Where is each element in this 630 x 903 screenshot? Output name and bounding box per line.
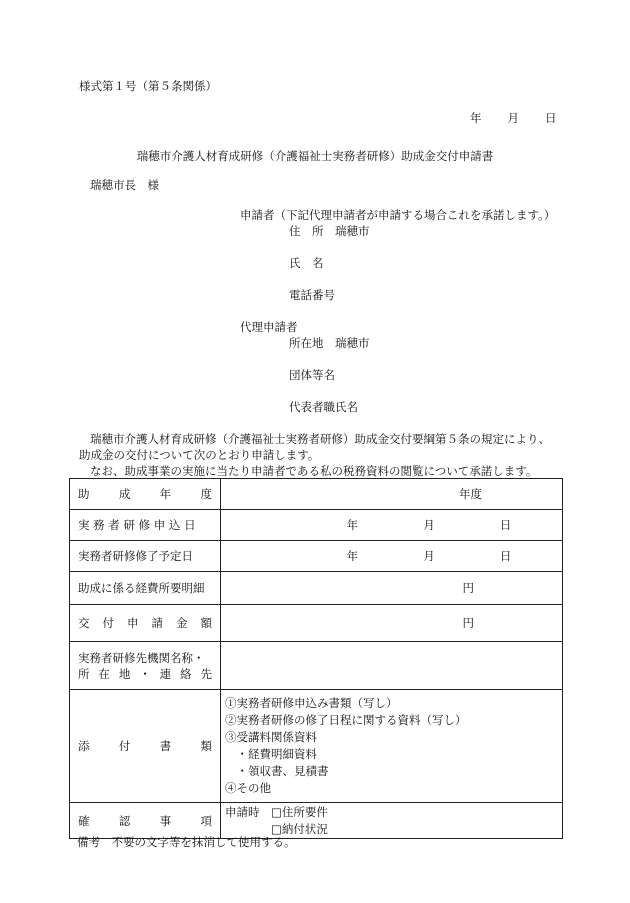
attachment-item: ④その他 bbox=[225, 781, 271, 795]
row-subsidy-year bbox=[70, 479, 563, 510]
apply-year: 年 bbox=[346, 518, 359, 532]
label-char: 付 bbox=[102, 616, 114, 630]
label-char: 成 bbox=[118, 487, 131, 501]
applicant-address: 住 所 瑞穂市 bbox=[289, 224, 370, 238]
attachment-item: ①実務者研修申込み書類（写し） bbox=[225, 696, 398, 710]
label-char: 連 bbox=[159, 666, 172, 681]
checkbox-payment-status[interactable]: □納付状況 bbox=[225, 821, 328, 836]
applicant-label: 申請者（下記代理申請者が申請する場合これを承諾します。） bbox=[240, 208, 556, 222]
grant-unit: 円 bbox=[462, 616, 474, 630]
label-char: 項 bbox=[200, 813, 212, 828]
label-char: 所 bbox=[78, 666, 90, 681]
subsidy-year-unit: 年度 bbox=[459, 487, 482, 501]
label-char: 確 bbox=[78, 813, 90, 828]
body-para-1: 瑞穂市介護人材育成研修（介護福祉士実務者研修）助成金交付要綱第５条の規定により、助成金の交付について次のとおり申請します。 bbox=[79, 432, 550, 462]
value-confirmation[interactable] bbox=[221, 803, 563, 839]
body-para-2: なお、助成事業の実施に当たり申請者である私の税務資料の閲覧について承諾します。 bbox=[90, 464, 538, 478]
label-attachments bbox=[70, 690, 221, 803]
label-char: 認 bbox=[118, 813, 131, 828]
label-char: 類 bbox=[200, 739, 212, 753]
applicant-phone: 電話番号 bbox=[289, 288, 335, 302]
row-expense-detail bbox=[70, 572, 563, 605]
label-char: 在 bbox=[98, 666, 110, 681]
label-char: 助 bbox=[78, 487, 90, 501]
proxy-location: 所在地 瑞穂市 bbox=[289, 336, 370, 350]
complete-month: 月 bbox=[423, 549, 435, 563]
value-apply-date[interactable] bbox=[221, 510, 563, 541]
expense-unit: 円 bbox=[462, 581, 474, 595]
date-year: 年 bbox=[470, 111, 482, 125]
row-attachments bbox=[70, 690, 563, 803]
proxy-org: 団体等名 bbox=[289, 368, 335, 382]
label-char: 度 bbox=[200, 487, 212, 501]
attachment-item: ③受講料関係資料 bbox=[225, 730, 317, 744]
attachment-item: ・領収書、見積書 bbox=[225, 764, 329, 778]
date-month: 月 bbox=[507, 111, 519, 125]
apply-day: 日 bbox=[499, 518, 512, 532]
label-char: ・ bbox=[139, 666, 151, 681]
complete-day: 日 bbox=[499, 549, 512, 563]
label-apply-date: 実 務 者 研 修 申 込 日 bbox=[70, 510, 221, 541]
label-confirmation bbox=[70, 803, 221, 839]
body-text bbox=[79, 431, 559, 479]
label-subsidy-year bbox=[70, 479, 221, 510]
label-char: 年 bbox=[159, 487, 172, 501]
value-expense-detail[interactable] bbox=[221, 572, 563, 605]
label-char: 交 bbox=[78, 616, 90, 630]
label-char: 絡 bbox=[180, 666, 192, 681]
label-char: 金 bbox=[176, 616, 188, 630]
complete-year: 年 bbox=[346, 549, 359, 563]
institution-label-line1: 実務者研修先機関名称・ bbox=[78, 650, 205, 665]
label-institution bbox=[70, 642, 221, 690]
row-confirmation bbox=[70, 803, 563, 839]
label-grant-amount bbox=[70, 605, 221, 642]
label-char: 事 bbox=[159, 813, 172, 828]
date-line bbox=[470, 113, 557, 125]
label-char: 申 bbox=[127, 616, 139, 630]
label-char: 請 bbox=[151, 616, 163, 630]
row-grant-amount bbox=[70, 605, 563, 642]
value-institution[interactable] bbox=[221, 642, 563, 690]
label-complete-date: 実務者研修修了予定日 bbox=[70, 541, 221, 572]
label-char: 書 bbox=[159, 739, 172, 753]
value-subsidy-year[interactable] bbox=[221, 479, 563, 510]
row-institution bbox=[70, 642, 563, 690]
label-char: 先 bbox=[200, 666, 212, 681]
application-table bbox=[69, 478, 563, 839]
row-apply-date bbox=[70, 510, 563, 541]
label-char: 地 bbox=[118, 666, 131, 681]
value-grant-amount[interactable] bbox=[221, 605, 563, 642]
label-char: 付 bbox=[118, 739, 131, 753]
addressee: 瑞穂市長 様 bbox=[90, 178, 159, 192]
attachment-item: ②実務者研修の修了日程に関する資料（写し） bbox=[225, 713, 467, 727]
checkbox-address-requirement[interactable]: 申請時 □住所要件 bbox=[225, 804, 328, 819]
label-expense-detail: 助成に係る経費所要明細 bbox=[70, 572, 221, 605]
attachment-item: ・経費明細資料 bbox=[225, 747, 317, 761]
date-day: 日 bbox=[545, 111, 557, 125]
applicant-name: 氏 名 bbox=[289, 256, 324, 270]
apply-month: 月 bbox=[423, 518, 435, 532]
proxy-label: 代理申請者 bbox=[240, 320, 298, 334]
label-char: 額 bbox=[200, 616, 212, 630]
proxy-rep: 代表者職氏名 bbox=[289, 400, 358, 414]
label-char: 添 bbox=[78, 739, 90, 753]
form-number: 様式第１号（第５条関係） bbox=[79, 79, 217, 93]
value-attachments bbox=[221, 690, 563, 803]
value-complete-date[interactable] bbox=[221, 541, 563, 572]
document-title: 瑞穂市介護人材育成研修（介護福祉士実務者研修）助成金交付申請書 bbox=[136, 149, 494, 163]
row-complete-date bbox=[70, 541, 563, 572]
remark: 備考 不要の文字等を抹消して使用する。 bbox=[77, 835, 296, 849]
